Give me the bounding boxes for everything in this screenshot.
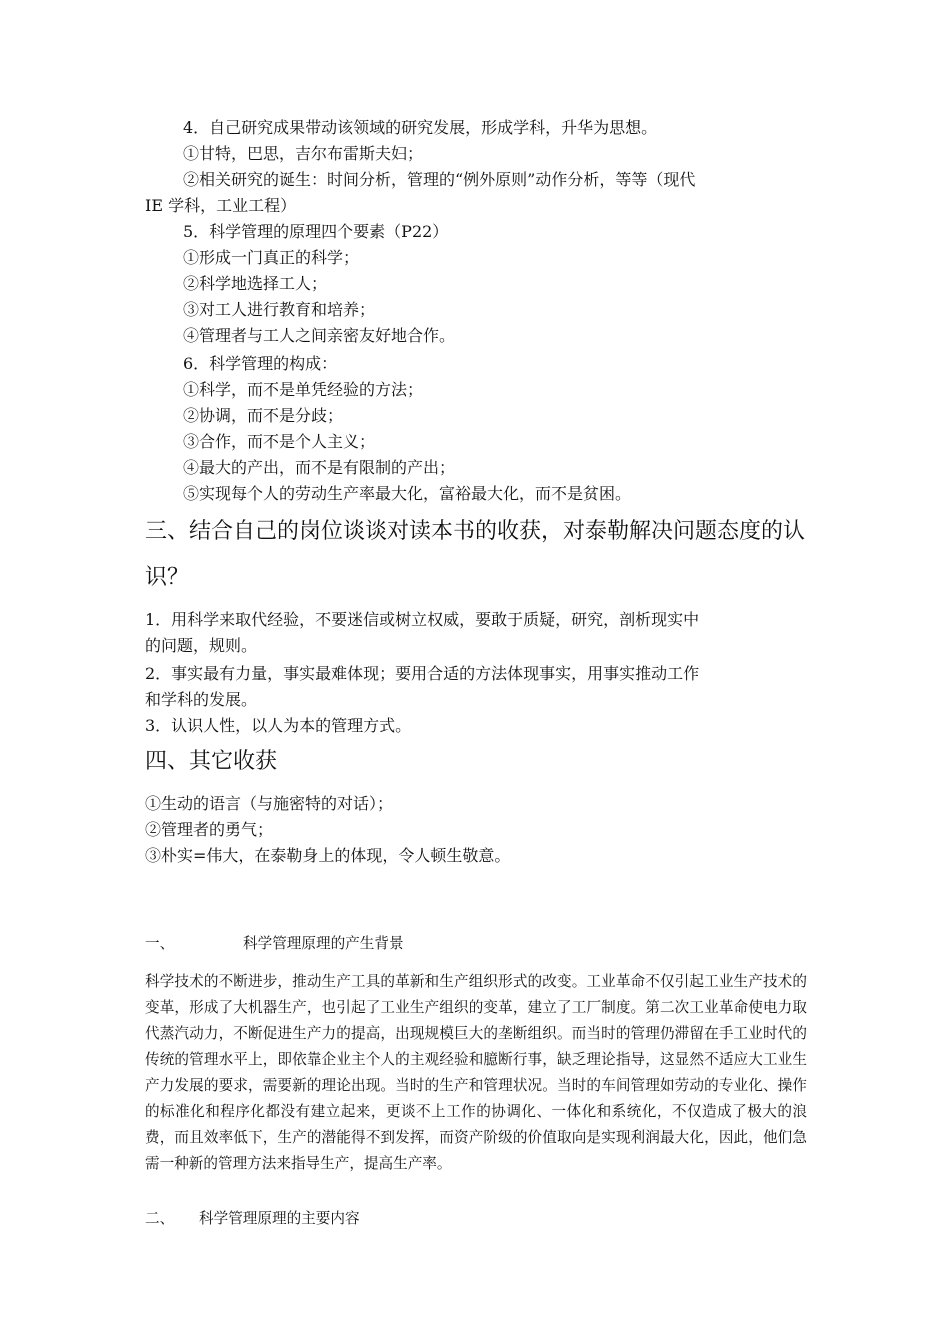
text-line: 1．用科学来取代经验，不要迷信或树立权威，要敢于质疑，研究，剖析现实中	[145, 610, 700, 629]
section-heading: 四、其它收获	[145, 749, 278, 774]
text-line: 2．事实最有力量，事实最难体现；要用合适的方法体现事实，用事实推动工作	[145, 664, 700, 683]
text-line: ②协调，而不是分歧；	[183, 406, 344, 425]
text-line: ③对工人进行教育和培养；	[183, 300, 376, 319]
text-line: ①生动的语言（与施密特的对话）；	[145, 794, 394, 813]
text-line: ③合作，而不是个人主义；	[183, 432, 376, 451]
text-line: 和学科的发展。	[145, 690, 258, 709]
text-line: ④管理者与工人之间亲密友好地合作。	[183, 326, 456, 345]
part-title: 科学管理原理的主要内容	[199, 1210, 360, 1227]
text-line: ②相关研究的诞生：时间分析，管理的“例外原则”动作分析，等等（现代	[183, 170, 696, 189]
text-line: ①甘特，巴思，吉尔布雷斯夫妇；	[183, 144, 424, 163]
text-line: 3．认识人性，以人为本的管理方式。	[145, 716, 412, 735]
text-line: ①形成一门真正的科学；	[183, 248, 360, 267]
text-line: 4．自己研究成果带动该领域的研究发展，形成学科，升华为思想。	[183, 118, 658, 137]
part-number: 二、	[145, 1210, 175, 1227]
part-number: 一、	[145, 935, 175, 952]
text-line: ③朴实=伟大，在泰勒身上的体现，令人顿生敬意。	[145, 846, 511, 865]
body-paragraph: 科学技术的不断进步，推动生产工具的革新和生产组织形式的改变。工业革命不仅引起工业生产技术的变革，形成了大机器生产，也引起了工业生产组织的变革，建立了工厂制度。第二次工业革命使电力取代蒸汽动力，不断促进生产力的提高，出现规模巨大的垄断组织。而当时的管理仍滞留在手工业时代的传统的管理水平上，即依靠企业主个人的主观经验和臆断行事，缺乏理论指导，这显然不适应大工业生产力发展的要求，需要新的理论出现。当时的生产和管理状况。当时的车间管理如劳动的专业化、操作的标准化和程序化都没有建立起来，更谈不上工作的协调化、一体化和系统化，不仅造成了极大的浪费，而且效率低下，生产的潜能得不到发挥，而资产阶级的价值取向是实现利润最大化，因此，他们急需一种新的管理方法来指导生产，提高生产率。	[145, 973, 807, 1172]
part-title: 科学管理原理的产生背景	[243, 935, 404, 952]
text-line: ②科学地选择工人；	[183, 274, 328, 293]
section-heading: 三、结合自己的岗位谈谈对读本书的收获，对泰勒解决问题态度的认	[145, 519, 806, 544]
text-line: ①科学，而不是单凭经验的方法；	[183, 380, 424, 399]
text-line: 的问题，规则。	[145, 636, 258, 655]
text-line: ④最大的产出，而不是有限制的产出；	[183, 458, 456, 477]
text-line: 6．科学管理的构成：	[183, 354, 338, 373]
text-line: ⑤实现每个人的劳动生产率最大化，富裕最大化，而不是贫困。	[183, 484, 632, 503]
section-heading-cont: 识？	[145, 565, 190, 590]
text-line: 5．科学管理的原理四个要素（P22）	[183, 222, 449, 241]
text-line: ②管理者的勇气；	[145, 820, 274, 839]
text-line: IE 学科，工业工程）	[145, 196, 297, 215]
